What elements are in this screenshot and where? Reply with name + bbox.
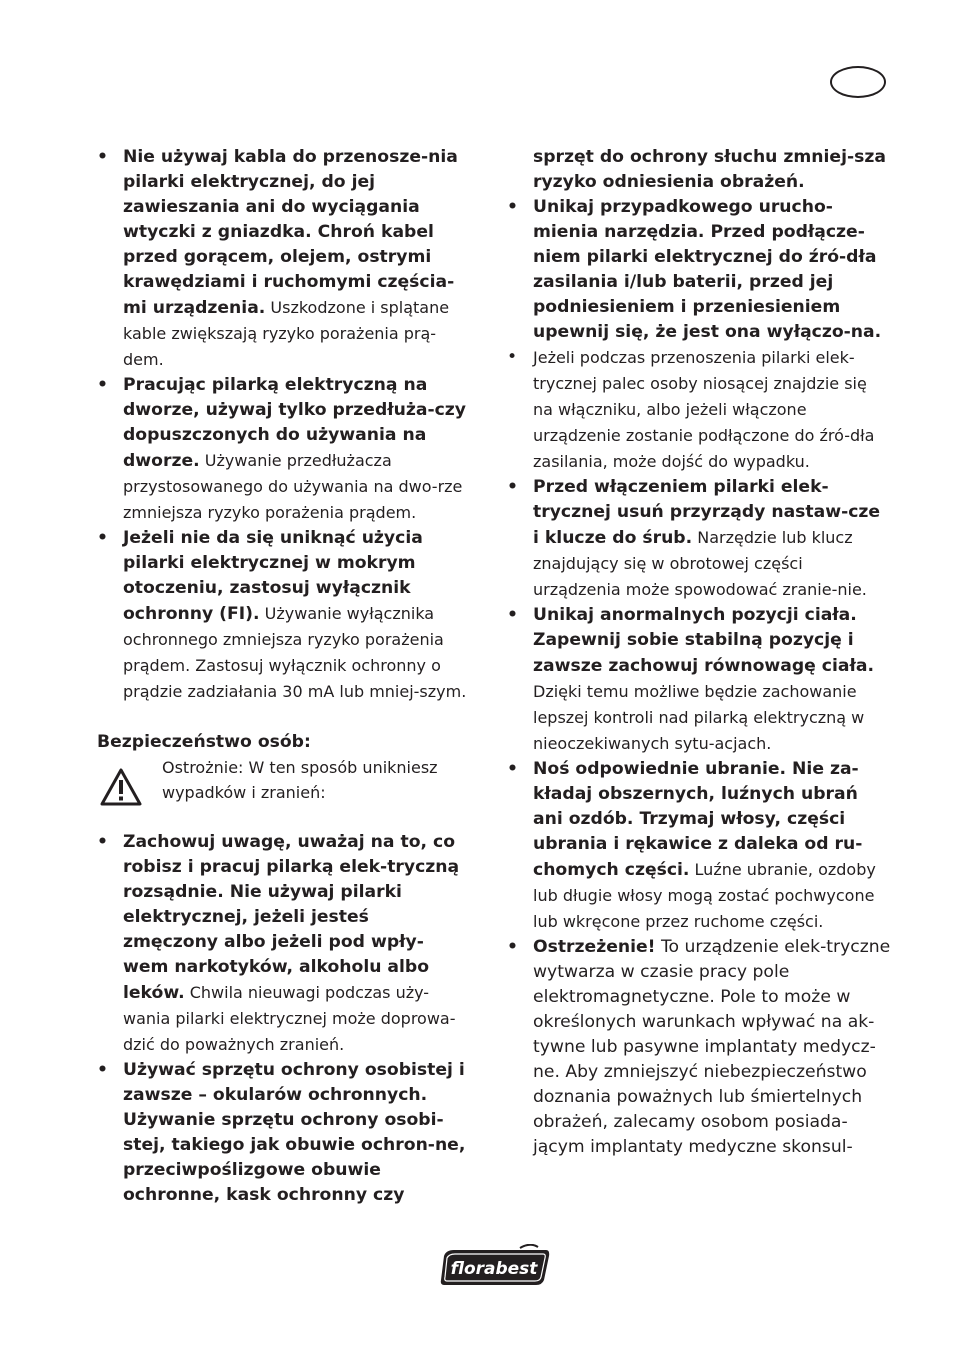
item-bold-text: Jeżeli nie da się uniknąć użycia pilarki elektrycznej w mokrym otoczeniu, zastosuj wyłącznik ochronny (FI). <box>123 528 423 624</box>
bullet: • <box>97 1060 108 1080</box>
left-column <box>97 145 469 1208</box>
item-text: Luźne ubranie, ozdoby lub długie włosy mogą zostać pochwycone lub wkręcone przez ruchome części. <box>533 860 876 931</box>
item-bold-text: Unikaj anormalnych pozycji ciała. Zapewnij sobie stabilną pozycję i zawsze zachowuj równowagę ciała. <box>533 605 874 676</box>
list-item <box>97 145 469 373</box>
item-text: Chwila nieuwagi podczas uży-wania pilarki elektrycznej może doprowa-dzić do poważnych zranień. <box>123 983 456 1054</box>
list-item <box>507 345 891 475</box>
bullet: • <box>507 937 518 957</box>
language-badge <box>830 66 886 98</box>
item-bold-text: Pracując pilarką elektryczną na dworze, używaj tylko przedłuża-czy dopuszczonych do używania na dworze. <box>123 375 466 471</box>
warning-list-item <box>507 935 891 1160</box>
item-bold-text: Nie używaj kabla do przenosze-nia pilarki elektrycznej, do jej zawieszania ani do wyciągania wtyczki z gniazdka. Chroń kabel przed gorącem, olejem, ostrymi krawędziami i ruchomymi częścia-mi urządzenia. <box>123 147 458 318</box>
list-item <box>507 603 891 757</box>
bullet: • <box>97 147 108 167</box>
list-item <box>97 830 469 1058</box>
section-heading: Bezpieczeństwo osób: <box>97 732 311 752</box>
list-item <box>507 475 891 603</box>
warning-notice <box>97 755 469 830</box>
list-item <box>97 1058 469 1208</box>
item-bold-text: sprzęt do ochrony słuchu zmniej-sza ryzyko odniesienia obrażeń. <box>533 147 886 192</box>
item-bold-text: Przed włączeniem pilarki elek-trycznej usuń przyrządy nastaw-cze i klucze do śrub. <box>533 477 881 548</box>
continued-text <box>507 145 891 195</box>
list-item <box>97 373 469 526</box>
bullet: • <box>507 477 518 497</box>
item-text: Dzięki temu możliwe będzie zachowanie lepszej kontroli nad pilarką elektryczną w nieoczekiwanych sytu-acjach. <box>533 682 865 753</box>
warning-text: Ostrożnie: W ten sposób unikniesz wypadków i zranień: <box>162 758 438 802</box>
list-item <box>97 526 469 705</box>
item-bold-text: Unikaj przypadkowego urucho-mienia narzędzia. Przed podłącze-niem pilarki elektrycznej do źró-dła zasilania i/lub baterii, przed jej podniesieniem i przeniesieniem upewnij się, że jest ona wyłączo-na. <box>533 197 882 342</box>
item-text: Narzędzie lub klucz znajdujący się w obrotowej części urządzenia może spowodować zranie-nie. <box>533 528 867 599</box>
item-bold-text: Zachowuj uwagę, uważaj na to, co robisz i pracuj pilarką elek-tryczną rozsądnie. Nie używaj pilarki elektrycznej, jeżeli jesteś zmęczony albo jeżeli pod wpły-wem narkotyków, alkoholu albo leków. <box>123 832 460 1003</box>
item-text: Używanie przedłużacza przystosowanego do używania na dwo-rze zmniejsza ryzyko porażenia prądem. <box>123 451 463 522</box>
florabest-logo <box>438 1244 552 1290</box>
bullet: • <box>97 832 108 852</box>
warning-body: To urządzenie elek-tryczne wytwarza w czasie pracy pole elektromagnetyczne. Pole to może w określonych warunkach wpływać na ak-tywne lub pasywne implantaty medycz-ne. Aby zmniejszyć niebezpieczeństwo doznania poważnych lub śmiertelnych obrażeń, zalecamy osobom posiada-jącym implantaty medyczne skonsul- <box>533 937 891 1157</box>
item-text: Jeżeli podczas przenoszenia pilarki elek-trycznej palec osoby niosącej znajdzie się na włączniku, albo jeżeli włączone urządzenie zostanie podłączone do źró-dła zasilania, może dojść do wypadku. <box>533 348 875 471</box>
item-text: Używanie wyłącznika ochronnego zmniejsza ryzyko porażenia prądem. Zastosuj wyłącznik ochronny o prądzie zadziałania 30 mA lub mniej-szym. <box>123 604 467 701</box>
warning-label: Ostrzeżenie! <box>533 937 656 957</box>
bullet: • <box>507 759 518 779</box>
item-text: Uszkodzone i splątane kable zwiększają ryzyko porażenia prą-dem. <box>123 298 450 369</box>
bullet: • <box>97 528 108 548</box>
bullet: • <box>507 605 518 625</box>
bullet: • <box>97 375 108 395</box>
item-bold-text: Używać sprzętu ochrony osobistej i zawsze – okularów ochronnych. Używanie sprzętu ochrony osobi-stej, takiego jak obuwie ochron-ne, przeciwpoślizgowe obuwie ochronne, kask ochronny czy <box>123 1060 466 1205</box>
bullet: • <box>507 197 518 217</box>
logo-text: florabest <box>450 1259 538 1279</box>
list-item <box>507 757 891 935</box>
right-column <box>507 145 891 1160</box>
warning-triangle-icon <box>99 767 143 807</box>
bullet: • <box>507 347 518 367</box>
list-item <box>507 195 891 345</box>
item-bold-text: Noś odpowiednie ubranie. Nie za-kładaj obszernych, luźnych ubrań ani ozdób. Trzymaj włosy, części ubrania i rękawice z daleka od ru-chomych części. <box>533 759 863 880</box>
